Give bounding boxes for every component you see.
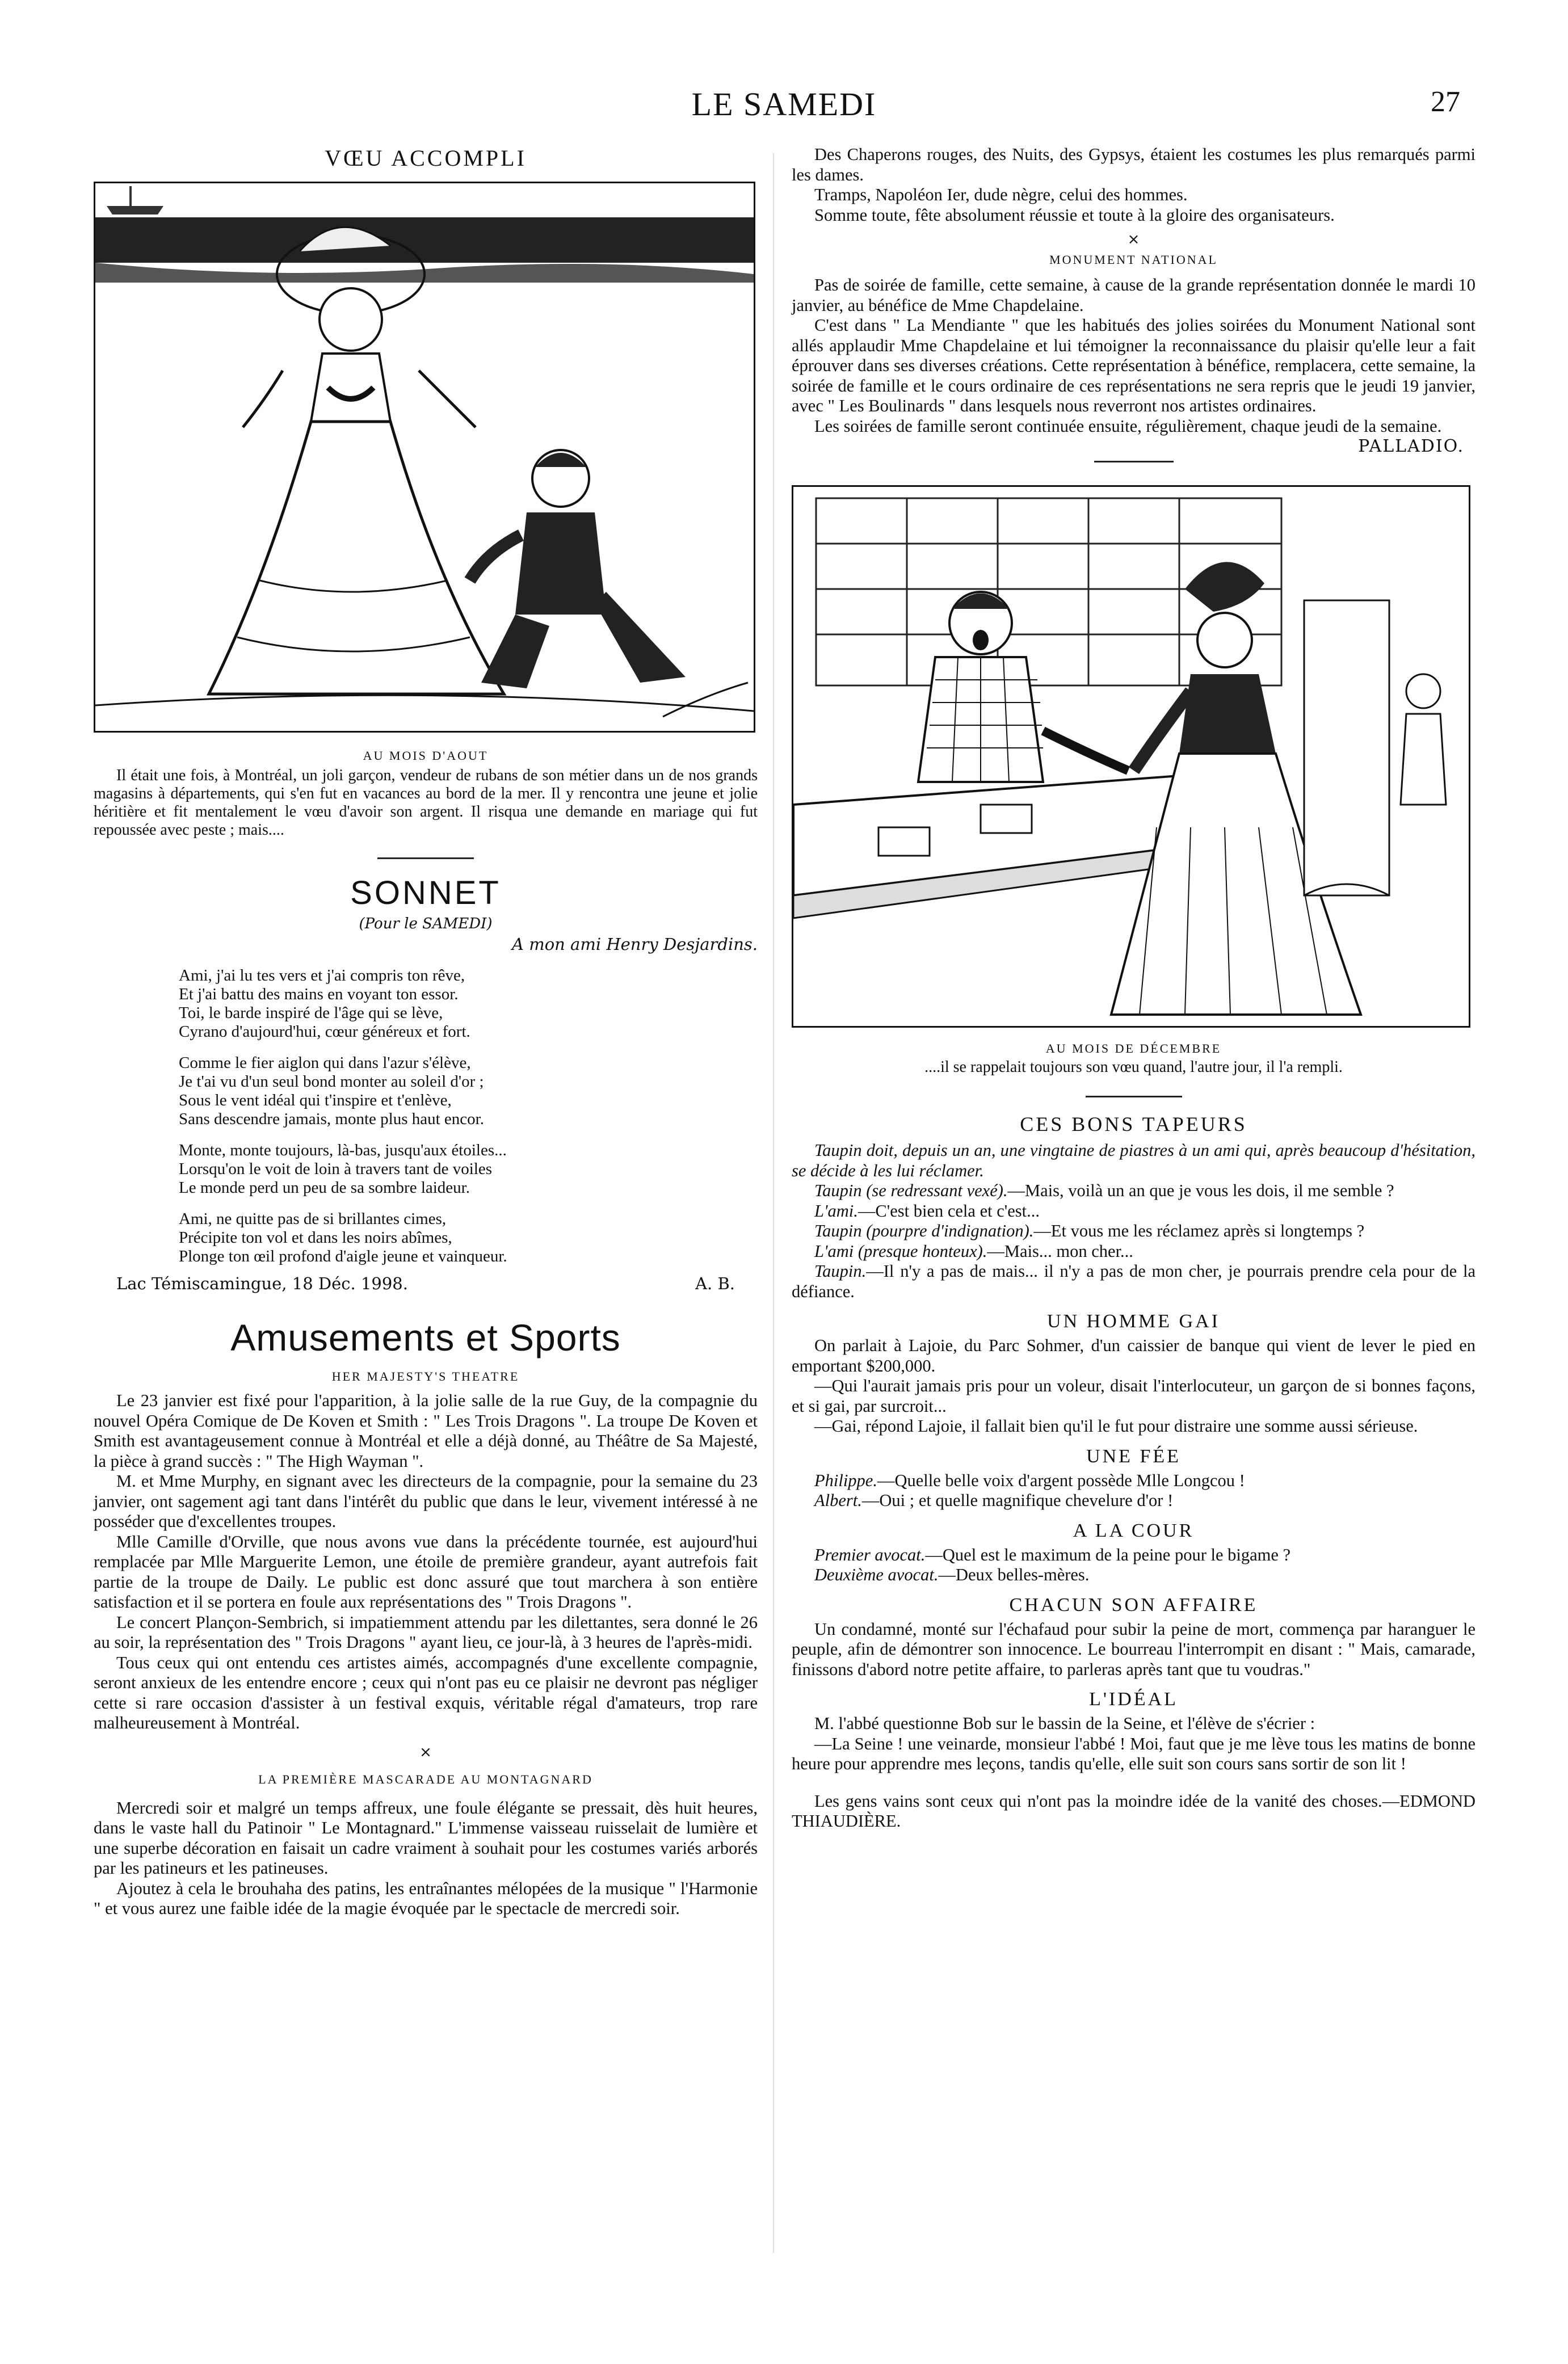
article-paragraph: Tramps, Napoléon Ier, dude nègre, celui des hommes. bbox=[814, 185, 1188, 204]
article-paragraph: Pas de soirée de famille, cette semaine, à cause de la grande représentation donnée le mardi 10 janvier, au bénéfice de Mme Chapdelaine. bbox=[792, 275, 1475, 315]
dialog-line bbox=[792, 1261, 1475, 1302]
monument-signature: PALLADIO. bbox=[1358, 436, 1464, 456]
closing-quote-text: Les gens vains sont ceux qui n'ont pas la moindre idée de la vanité des choses. bbox=[814, 1791, 1382, 1811]
sonnet-stanza-1 bbox=[179, 966, 758, 1041]
verse-line: Sans descendre jamais, monte plus haut encor. bbox=[179, 1110, 484, 1128]
illustration-august bbox=[94, 182, 755, 733]
dialog-speech: —Quelle belle voix d'argent possède Mlle Longcou ! bbox=[877, 1470, 1245, 1490]
august-caption-head: AU MOIS D'AOUT bbox=[363, 748, 489, 763]
article-paragraph: Tous ceux qui ont entendu ces artistes aimés, accompagnés d'une excellente compagnie, seront anxieux de les entendre encore ; ceux qui n'ont pas eu ce plaisir ne devront pas négliger cette si rare occasion d'assister à un festival exquis, véritable régal d'amateurs, trop rare malheureusement à Montréal. bbox=[94, 1652, 758, 1732]
sonnet-stanza-4 bbox=[179, 1210, 758, 1266]
ideal-title: L'IDÉAL bbox=[1089, 1689, 1178, 1710]
dialog-speaker: Premier avocat. bbox=[814, 1545, 926, 1564]
voeu-title: VŒU ACCOMPLI bbox=[325, 145, 527, 171]
dialog-speaker: Philippe. bbox=[814, 1470, 877, 1490]
verse-line: Lorsqu'on le voit de loin à travers tant de voiles bbox=[179, 1160, 493, 1178]
article-paragraph: Somme toute, fête absolument réussie et toute à la gloire des organisateurs. bbox=[814, 205, 1335, 225]
dialog-speaker: Taupin (se redressant vexé). bbox=[814, 1181, 1008, 1200]
tapeurs-dialog bbox=[792, 1141, 1475, 1302]
dialog-speech: —Et vous me les réclamez après si longtemps ? bbox=[1033, 1221, 1365, 1240]
chacun-paragraph: Un condamné, monté sur l'échafaud pour subir la peine de mort, commença par haranguer le peuple, afin de démontrer son innocence. Le bourreau l'interrompit en disant : " Mais, camarade, finissons d'abord notre petite affaire, to parleras après tant que tu voudras." bbox=[792, 1619, 1475, 1679]
article-paragraph: On parlait à Lajoie, du Parc Sohmer, d'un caissier de banque qui vient de lever le pied en emportant $200,000. bbox=[792, 1336, 1475, 1376]
sonnet-subtitle: (Pour le SAMEDI) bbox=[359, 915, 493, 932]
dialog-line bbox=[792, 1221, 1475, 1242]
article-paragraph: Des Chaperons rouges, des Nuits, des Gypsys, étaient les costumes les plus remarqués parmi les dames. bbox=[792, 145, 1475, 184]
dialog-speech: —Quel est le maximum de la peine pour le bigame ? bbox=[925, 1545, 1291, 1564]
cour-title: A LA COUR bbox=[1073, 1520, 1195, 1541]
december-caption-head: AU MOIS DE DÉCEMBRE bbox=[1045, 1041, 1222, 1055]
august-caption-text: Il était une fois, à Montréal, un joli garçon, vendeur de rubans de son métier dans un de nos grands magasins à départements, qui s'en fut en vacances au bord de la mer. Il y rencontra une jeune et jolie héritière et fit mentalement le vœu d'avoir son argent. Il risqua une demande en mariage qui fut repoussée avec peste ; mais.... bbox=[94, 767, 758, 839]
article-paragraph: Mercredi soir et malgré un temps affreux, une foule élégante se pressait, dès huit heures, dans le vaste hall du Patinoir " Le Montagnard." L'immense vaisseau ruisselait de lumière et une superbe décoration en faisait un cadre vraiment à souhait pour les costumes variés arborés par les patineurs et les patineuses. bbox=[94, 1798, 758, 1878]
dialog-line bbox=[792, 1201, 1475, 1222]
dialog-line bbox=[792, 1545, 1475, 1566]
illustration-december-drawing bbox=[793, 487, 1469, 1026]
sonnet-stanza-2 bbox=[179, 1054, 758, 1129]
dialog-speaker: Deuxième avocat. bbox=[814, 1565, 939, 1584]
separator-rule bbox=[377, 857, 474, 859]
section-cross-mark: × bbox=[419, 1743, 432, 1761]
verse-line: Monte, monte toujours, là-bas, jusqu'aux étoiles... bbox=[179, 1141, 507, 1159]
article-paragraph: M. l'abbé questionne Bob sur le bassin de la Seine, et l'élève de s'écrier : bbox=[814, 1714, 1315, 1733]
verse-line: Cyrano d'aujourd'hui, cœur généreux et fort. bbox=[179, 1023, 470, 1041]
verse-line: Comme le fier aiglon qui dans l'azur s'élève, bbox=[179, 1054, 471, 1072]
her-majesty-article bbox=[94, 1391, 758, 1734]
mascarade-article bbox=[94, 1798, 758, 1919]
dialog-speech: —Oui ; et quelle magnifique chevelure d'or ! bbox=[861, 1491, 1174, 1510]
verse-line: Et j'ai battu des mains en voyant ton essor. bbox=[179, 985, 459, 1003]
verse-line: Le monde perd un peu de sa sombre laideur. bbox=[179, 1179, 470, 1197]
dialog-speech: Taupin doit, depuis un an, une vingtaine de piastres à un ami qui, après beaucoup d'hésitation, se décide à les lui réclamer. bbox=[792, 1141, 1475, 1180]
sonnet-stanza-3 bbox=[179, 1141, 758, 1197]
article-paragraph: Le 23 janvier est fixé pour l'apparition, à la jolie salle de la rue Guy, de la compagnie du nouvel Opéra Comique de De Koven et Smith : " Les Trois Dragons ". La troupe De Koven et Smith est avantageusement connue à Montréal et elle a déjà donné, au Théâtre de Sa Majesté, la pièce à grand succès : " The High Wayman ". bbox=[94, 1391, 758, 1471]
homme-gai-article bbox=[792, 1336, 1475, 1437]
dialog-speaker: Taupin. bbox=[814, 1261, 867, 1281]
dialog-line bbox=[792, 1565, 1475, 1585]
monument-article bbox=[792, 275, 1475, 436]
right-column bbox=[792, 145, 1475, 1832]
verse-line: Toi, le barde inspiré de l'âge qui se lève, bbox=[179, 1004, 443, 1022]
fee-dialog bbox=[792, 1471, 1475, 1511]
sonnet-dedication: A mon ami Henry Desjardins. bbox=[512, 935, 758, 954]
article-paragraph: M. et Mme Murphy, en signant avec les directeurs de la compagnie, pour la semaine du 23 janvier, ont sagement agi tant dans l'intérêt du public que dans le leur, vivement intéressé à ne posséder que d'excellentes troupes. bbox=[94, 1471, 758, 1531]
article-paragraph: Mlle Camille d'Orville, que nous avons vue dans la précédente tournée, est aujourd'hui remplacée par Mlle Marguerite Lemon, une étoile de première grandeur, ayant autrefois fait partie de la troupe de Daily. Le public est donc assuré que tout marchera à son entière satisfaction et il se portera en foule aux représentations des " Trois Dragons ". bbox=[94, 1532, 758, 1612]
sonnet-signature: A. B. bbox=[695, 1274, 735, 1293]
article-paragraph: —La Seine ! une veinarde, monsieur l'abbé ! Moi, faut que je me lève tous les matins de bonne heure pour apprendre mes leçons, tandis qu'elle, elle suit son cours sans sortir de son lit ! bbox=[792, 1734, 1475, 1773]
dialog-line bbox=[792, 1242, 1475, 1262]
cour-dialog bbox=[792, 1545, 1475, 1585]
verse-line: Ami, j'ai lu tes vers et j'ai compris ton rêve, bbox=[179, 966, 465, 985]
article-paragraph: Les soirées de famille seront continuée ensuite, régulièrement, chaque jeudi de la semaine. bbox=[814, 416, 1442, 436]
closing-quote bbox=[792, 1791, 1475, 1832]
column-divider bbox=[773, 153, 774, 2253]
article-paragraph: C'est dans " La Mendiante " que les habitués des jolies soirées du Monument National sont allés applaudir Mme Chapdelaine et lui témoigner la reconnaissance du plaisir qu'elle leur a fait éprouver dans ses diverses créations. Cette représentation à bénéfice, remplacera, cette semaine, la soirée de famille et le cours ordinaire de ces représentations ne sera repris que le jeudi 19 janvier, avec " Les Boulinards " dans lesquels nous reverront nos artistes ordinaires. bbox=[792, 316, 1475, 415]
fee-title: UNE FÉE bbox=[1086, 1445, 1181, 1467]
article-paragraph: —Gai, répond Lajoie, il fallait bien qu'il le fut pour distraire une somme aussi sérieuse. bbox=[814, 1416, 1418, 1436]
masthead-title: LE SAMEDI bbox=[691, 86, 877, 123]
page-number: 27 bbox=[1431, 86, 1460, 118]
article-paragraph: —Qui l'aurait jamais pris pour un voleur, disait l'interlocuteur, un garçon de si bonnes façons, et si gai, par surcroit... bbox=[792, 1376, 1475, 1416]
verse-line: Je t'ai vu d'un seul bond monter au soleil d'or ; bbox=[179, 1072, 484, 1091]
december-caption-text: ....il se rappelait toujours son vœu quand, l'autre jour, il l'a rempli. bbox=[924, 1058, 1343, 1076]
amusements-title: Amusements et Sports bbox=[230, 1316, 621, 1358]
mascarade-continued bbox=[792, 145, 1475, 225]
ideal-article bbox=[792, 1714, 1475, 1774]
article-paragraph: Ajoutez à cela le brouhaha des patins, les entraînantes mélopées de la musique " l'Harmonie " et vous aurez une faible idée de la magie évoquée par le spectacle de mercredi soir. bbox=[94, 1878, 758, 1918]
dialog-speech: —Mais, voilà un an que je vous les dois, il me semble ? bbox=[1007, 1181, 1394, 1200]
dialog-speech: —Mais... mon cher... bbox=[987, 1241, 1133, 1261]
closing-quote-author: —EDMOND THIAUDIÈRE. bbox=[792, 1791, 1475, 1831]
article-paragraph: Le concert Plançon-Sembrich, si impatiemment attendu par les dilettantes, sera donné le 26 au soir, la représentation des " Trois Dragons " ayant lieu, ce jour-là, à 3 heures de l'après-midi. bbox=[94, 1612, 758, 1652]
section-cross-mark: × bbox=[1127, 231, 1140, 248]
tapeurs-title: CES BONS TAPEURS bbox=[1020, 1113, 1247, 1135]
dialog-line bbox=[792, 1471, 1475, 1491]
dialog-speech: —C'est bien cela et c'est... bbox=[857, 1201, 1040, 1221]
dialog-line bbox=[792, 1181, 1475, 1201]
homme-gai-title: UN HOMME GAI bbox=[1047, 1311, 1220, 1332]
dialog-speech: —Deux belles-mères. bbox=[938, 1565, 1090, 1584]
dialog-speaker: L'ami (presque honteux). bbox=[814, 1241, 987, 1261]
chacun-title: CHACUN SON AFFAIRE bbox=[1009, 1594, 1258, 1616]
verse-line: Précipite ton vol et dans les noirs abîmes, bbox=[179, 1229, 452, 1247]
separator-rule bbox=[1086, 1096, 1182, 1097]
illustration-august-drawing bbox=[95, 183, 754, 731]
dialog-line bbox=[792, 1491, 1475, 1511]
verse-line: Sous le vent idéal qui t'inspire et t'enlève, bbox=[179, 1091, 452, 1109]
verse-line: Ami, ne quitte pas de si brillantes cimes, bbox=[179, 1210, 447, 1228]
sonnet-place-date: Lac Témiscamingue, 18 Déc. 1998. bbox=[116, 1274, 408, 1293]
sonnet-title: SONNET bbox=[350, 874, 501, 911]
dialog-speaker: Taupin (pourpre d'indignation). bbox=[814, 1221, 1034, 1240]
verse-line: Plonge ton œil profond d'aigle jeune et vainqueur. bbox=[179, 1247, 507, 1265]
dialog-speech: —Il n'y a pas de mais... il n'y a pas de mon cher, je pourrais prendre cela pour de la défiance. bbox=[792, 1261, 1475, 1301]
separator-rule bbox=[1094, 461, 1174, 462]
dialog-speaker: L'ami. bbox=[814, 1201, 858, 1221]
monument-head: MONUMENT NATIONAL bbox=[1049, 253, 1218, 267]
dialog-line bbox=[792, 1141, 1475, 1181]
mascarade-head: LA PREMIÈRE MASCARADE AU MONTAGNARD bbox=[258, 1772, 593, 1786]
sonnet-signature-line bbox=[116, 1274, 735, 1293]
left-column bbox=[94, 145, 758, 1919]
her-majesty-head: HER MAJESTY'S THEATRE bbox=[331, 1369, 520, 1383]
dialog-speaker: Albert. bbox=[814, 1491, 862, 1510]
illustration-december bbox=[792, 485, 1470, 1028]
